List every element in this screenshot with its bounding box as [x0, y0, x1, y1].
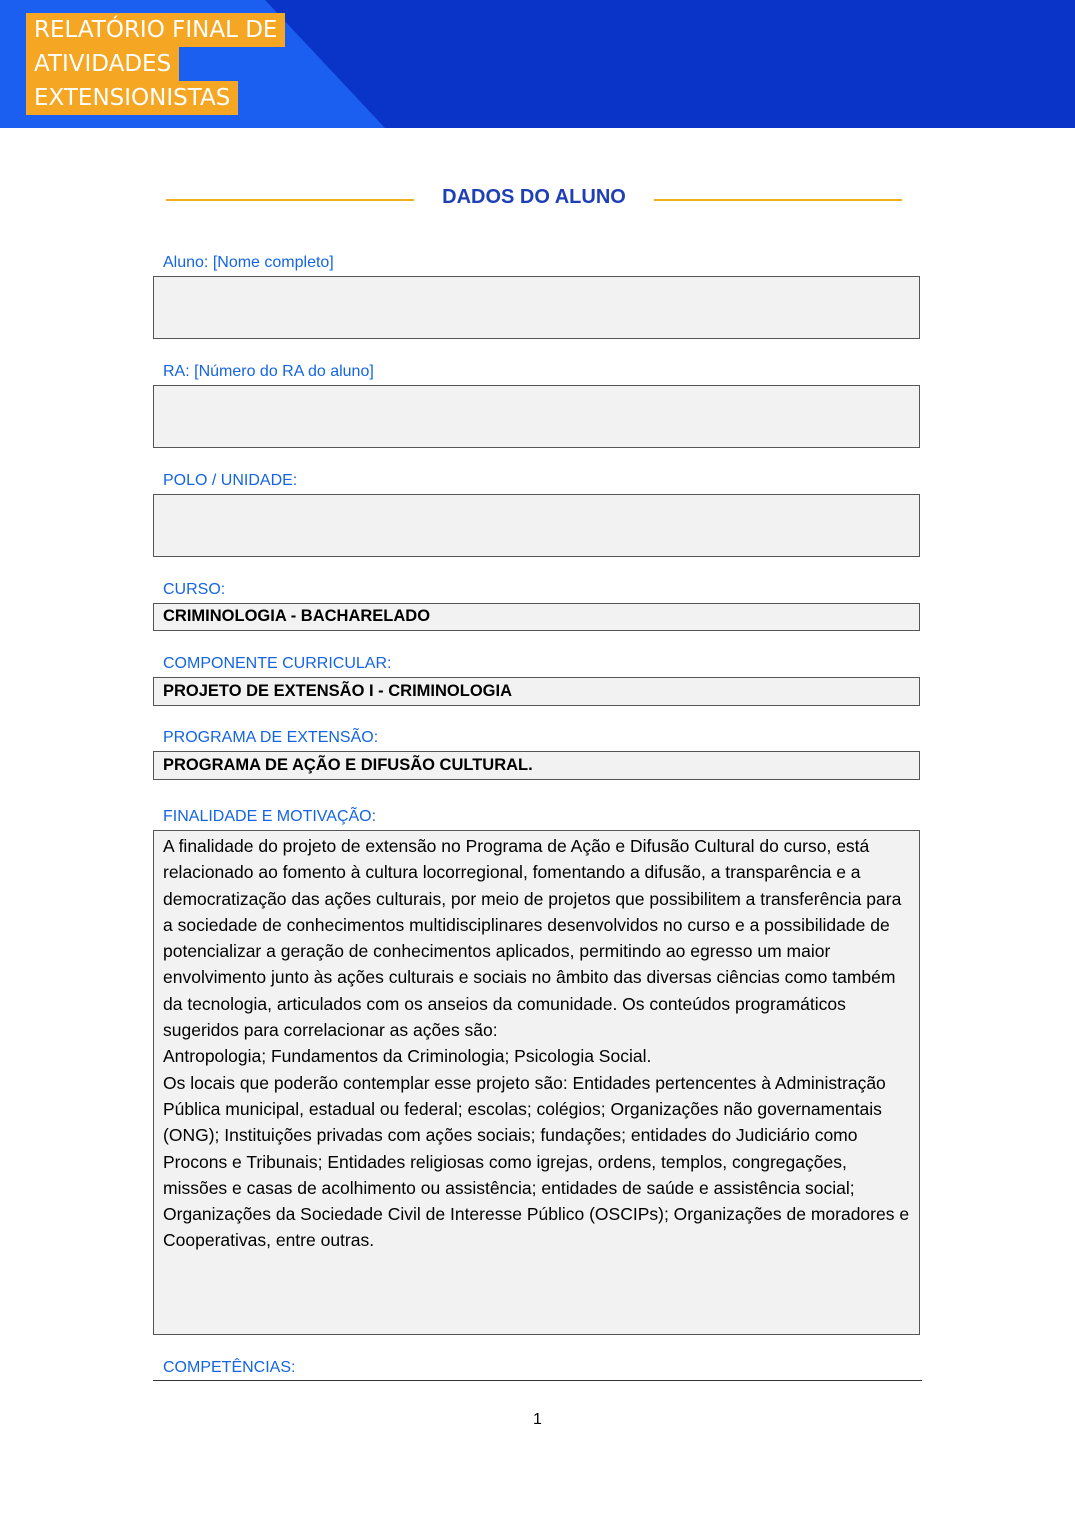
finalidade-paragraph-3: Os locais que poderão contemplar esse projeto são: Entidades pertencentes à Administração Pública municipal, estadual ou federal; escolas; colégios; Organizações não governamentais (ONG); Instituições privadas com ações sociais; fundações; entidades do Judiciário como Procons e Tribunais; Entidades religiosas como igrejas, ordens, templos, congregações, missões e casas de acolhimento ou assistência; entidades de saúde e assistência social; Organizações da Sociedade Civil de Interesse Público (OSCIPs); Organizações de moradores e Cooperativas, entre outras. — [163, 1072, 910, 1251]
report-title-line-3: EXTENSIONISTAS — [26, 81, 238, 115]
header-banner — [0, 0, 1075, 128]
programa-value: PROGRAMA DE AÇÃO E DIFUSÃO CULTURAL. — [163, 756, 533, 774]
aluno-field[interactable] — [153, 276, 920, 339]
polo-label: POLO / UNIDADE: — [163, 472, 298, 489]
section-rule-left — [166, 199, 414, 201]
ra-field[interactable] — [153, 385, 920, 448]
curso-value: CRIMINOLOGIA - BACHARELADO — [163, 607, 431, 625]
section-header — [0, 184, 1075, 214]
section-title: DADOS DO ALUNO — [442, 186, 626, 208]
componente-value: PROJETO DE EXTENSÃO I - CRIMINOLOGIA — [163, 682, 512, 700]
competencias-rule — [153, 1380, 922, 1381]
competencias-label: COMPETÊNCIAS: — [163, 1359, 296, 1376]
section-rule-right — [654, 199, 902, 201]
report-title-line-1: RELATÓRIO FINAL DE — [26, 13, 285, 47]
page-number: 1 — [533, 1411, 542, 1428]
ra-label: RA: [Número do RA do aluno] — [163, 363, 374, 380]
finalidade-label: FINALIDADE E MOTIVAÇÃO: — [163, 808, 377, 825]
report-title — [26, 13, 285, 115]
programa-label: PROGRAMA DE EXTENSÃO: — [163, 729, 379, 746]
componente-label: COMPONENTE CURRICULAR: — [163, 655, 392, 672]
report-title-line-2: ATIVIDADES — [26, 47, 179, 81]
finalidade-text — [163, 833, 915, 1254]
aluno-label: Aluno: [Nome completo] — [163, 254, 334, 271]
finalidade-paragraph-1: A finalidade do projeto de extensão no Programa de Ação e Difusão Cultural do curso, está relacionado ao fomento à cultura locorregional, fomentando a difusão, a transparência e a democratização das ações culturais, por meio de projetos que possibilitem a transferência para a sociedade de conhecimentos multidisciplinares desenvolvidos no curso e a possibilidade de potencializar a geração de conhecimentos aplicados, permitindo ao egresso um maior envolvimento junto às ações culturais e sociais no âmbito das diversas ciências como também da tecnologia, articulados com os anseios da comunidade. Os conteúdos programáticos sugeridos para correlacionar as ações são: — [163, 836, 902, 1041]
curso-label: CURSO: — [163, 581, 226, 598]
polo-field[interactable] — [153, 494, 920, 557]
finalidade-paragraph-2: Antropologia; Fundamentos da Criminologia; Psicologia Social. — [163, 1046, 652, 1067]
